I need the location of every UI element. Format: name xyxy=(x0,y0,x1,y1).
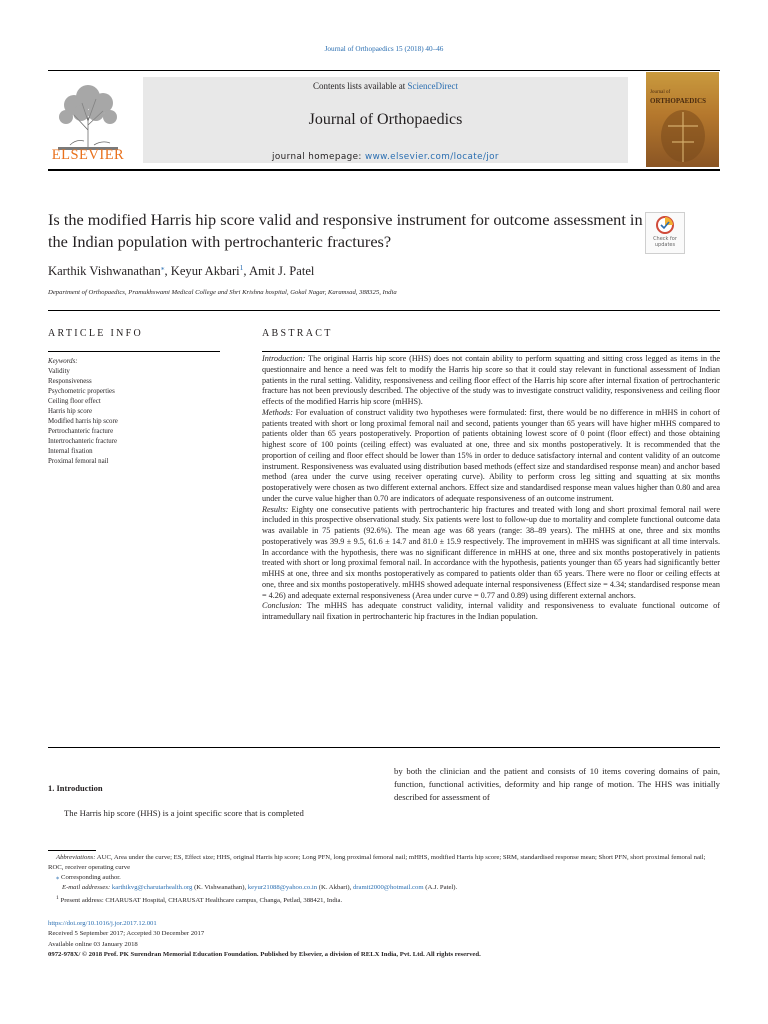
abstract-body xyxy=(262,354,720,623)
footnote-rule xyxy=(48,850,96,851)
author-separator: , xyxy=(164,264,171,279)
journal-cover-image[interactable] xyxy=(646,72,719,167)
author-list xyxy=(48,263,314,279)
journal-homepage xyxy=(143,152,628,162)
contents-line xyxy=(143,81,628,91)
present-address-footnote xyxy=(48,893,720,906)
masthead-box xyxy=(143,77,628,163)
divider xyxy=(262,351,720,352)
corresponding-author-mark[interactable]: ⁎ xyxy=(160,263,165,272)
author-name[interactable]: Keyur Akbari xyxy=(170,264,240,279)
author-name[interactable]: Karthik Vishwanathan xyxy=(48,264,161,279)
abstract-section-text: The original Harris hip score (HHS) does not contain ability to perform squatting and sitting cross legged as items in the questionnaire and hence a need was felt to modify the Harris hip score so that it could stay relevant in functional assessment of Indian patients in the rural setting. Validity, responsiveness and ceiling floor effect of the Harris hip score after internal fixation of pertrochanteric fracture has not been previously described. The objective of the study was to investigate construct validity, responsiveness and ceiling floor effects of the modified Harris hip score (mHHS). xyxy=(262,354,720,406)
homepage-link[interactable]: www.elsevier.com/locate/jor xyxy=(364,152,499,162)
crossmark-icon xyxy=(656,216,674,236)
contents-prefix: Contents lists available at xyxy=(313,81,408,91)
sciencedirect-link[interactable]: ScienceDirect xyxy=(407,81,458,91)
keyword-item: Modified harris hip score xyxy=(48,418,118,425)
affiliation: Department of Orthopaedics, Pramukhswami Medical College and Shri Krishna hospital, Gokal Nagar, Karamsad, 388325, India xyxy=(48,289,397,296)
divider xyxy=(48,747,720,748)
abstract-section-label: Results: xyxy=(262,504,289,514)
article-info-heading: ARTICLE INFO xyxy=(48,328,144,339)
keyword-item: Psychometric properties xyxy=(48,388,115,395)
keyword-item: Internal fixation xyxy=(48,448,93,455)
abbreviations-footnote xyxy=(48,853,720,873)
abbreviations-label: Abbreviations: xyxy=(56,854,96,861)
journal-reference[interactable]: Journal of Orthopaedics 15 (2018) 40–46 xyxy=(324,45,444,53)
keyword-item: Validity xyxy=(48,368,70,375)
keywords-label: Keywords: xyxy=(48,358,78,365)
doi-link[interactable]: https://doi.org/10.1016/j.jor.2017.12.001 xyxy=(48,920,157,927)
abstract-section-label: Methods: xyxy=(262,407,293,417)
present-address-mark: 1 xyxy=(56,895,59,901)
body-paragraph: The Harris hip score (HHS) is a joint specific score that is completed xyxy=(64,808,304,818)
abstract-results xyxy=(262,505,720,602)
masthead-bottom-rule xyxy=(48,169,720,171)
homepage-label: journal homepage: xyxy=(272,152,365,162)
abstract-introduction xyxy=(262,354,720,408)
keyword-item: Intertrochanteric fracture xyxy=(48,438,118,445)
cover-art-icon xyxy=(654,106,712,164)
abbreviations-text: AUC, Area under the curve; ES, Effect size; HHS, original Harris hip score; Long PFN, long proximal femoral nail; mHHS, modified Harris hip score; SRM, standardised response mean; Short PFN, short proximal femoral nail; ROC, receiver operating curve xyxy=(48,854,706,871)
copyright-line: 0972-978X/ © 2018 Prof. PK Surendran Memorial Education Foundation. Published by Elsevier, a division of RELX India, Pvt. Ltd. All rights reserved. xyxy=(48,950,481,958)
masthead-top-rule xyxy=(48,70,720,71)
abstract-section-text: For evaluation of construct validity two hypotheses were formulated: first, there would be no difference in mHHS in cohort of patients treated with short or long proximal femoral nail and second, patients younger than 65 years will have higher mHHS compared to patients older than 65 years postoperatively. Proportion of patients obtaining lowest score of 0 point (floor effect) and those obtaining highest score of 100 points (ceiling effect) was evaluated at one, three and six months postoperatively. It is recommended that the proportion of ceiling and floor effect should be lower than 15% in order to deduce satisfactory internal and content validity of an outcome instrument. Responsiveness was evaluated using distribution based methods (effect size and standardised response mean) and anchor based method (area under the curve using receiver operating curve). Ability to perform cross leg sitting and squatting at six months postoperatively were chosen as two different external anchors. Effect size and standardised response mean values higher than 0.80 and area under the curve value higher than 0.70 are indicators of adequate responsiveness of an outcome instrument. xyxy=(262,407,720,503)
body-paragraph: by both the clinician and the patient and consists of 10 items covering domains of pain, function, functional activities, deformity and hip range of motion. The HHS was initially described for assessment of xyxy=(394,766,720,803)
footnotes xyxy=(48,853,720,906)
abstract-section-text: The mHHS has adequate construct validity, internal validity and responsiveness to evaluate functional outcome of intramedullary nail fixation in pertrochanteric hip fractures in the Indian population. xyxy=(262,601,720,621)
divider xyxy=(48,351,220,352)
section-heading-introduction: 1. Introduction xyxy=(48,783,103,793)
cover-title-small: Journal of xyxy=(650,90,671,95)
online-date: Available online 03 January 2018 xyxy=(48,940,138,948)
elsevier-wordmark: ELSEVIER xyxy=(51,147,125,163)
divider xyxy=(48,310,720,311)
email-link[interactable]: dramit2000@hotmail.com xyxy=(352,884,424,891)
email-owner: (K. Akbari), xyxy=(317,884,353,891)
publication-info xyxy=(48,919,720,960)
email-link[interactable]: keyur21088@yahoo.co.in xyxy=(247,884,318,891)
abstract-section-label: Conclusion: xyxy=(262,601,303,611)
author-separator: , xyxy=(243,264,249,279)
email-owner: (A.J. Patel). xyxy=(423,884,458,891)
abstract-section-label: Introduction: xyxy=(262,354,306,363)
abstract-heading: ABSTRACT xyxy=(262,328,333,339)
keyword-item: Ceiling floor effect xyxy=(48,398,101,405)
journal-title: Journal of Orthopaedics xyxy=(308,111,463,128)
keyword-item: Harris hip score xyxy=(48,408,93,415)
cover-title-large: ORTHOPAEDICS xyxy=(650,97,707,105)
received-dates: Received 5 September 2017; Accepted 30 December 2017 xyxy=(48,930,205,938)
email-label: E-mail addresses: xyxy=(62,884,111,891)
crossmark-label: Check for updates xyxy=(653,236,677,248)
corresponding-mark[interactable]: ⁎ xyxy=(56,874,60,881)
keyword-item: Proximal femoral nail xyxy=(48,458,109,465)
present-address-text: Present address: CHARUSAT Hospital, CHARUSAT Healthcare campus, Changa, Petlad, 388421, India. xyxy=(58,897,343,905)
corresponding-text: Corresponding author. xyxy=(59,874,121,881)
cover-title xyxy=(650,88,706,106)
email-owner: (K. Vishwanathan), xyxy=(192,884,248,891)
check-for-updates-badge[interactable] xyxy=(645,212,685,254)
abstract-methods xyxy=(262,408,720,505)
email-link[interactable]: karthikvg@charutarhealth.org xyxy=(111,884,193,891)
keyword-item: Pertrochanteric fracture xyxy=(48,428,114,435)
keywords-list xyxy=(48,357,218,467)
abstract-section-text: Eighty one consecutive patients with pertrochanteric hip fractures and treated with long and short proximal femoral nail were included in this prospective observational study. Six patients were lost to follow-up due to mortality and complete functional outcome data was available in 75 patients (92.6%). The mean age was 68 years (range: 38–89 years). The mHHS at one, three and six months postoperatively was 39.9 ± 9.5, 61.6 ± 14.7 and 81.0 ± 15.9 respectively. The improvement in mHHS was significant at all time intervals. In accordance with the hypothesis, there was no significant difference in mHHS at one, three and six months postoperatively in patients treated with short or long proximal femoral nail. In accordance with the hypothesis, patients younger than 65 years had significantly better mHHS at one, three and six months postoperatively as compared to patients older than 65 years. There were no floor or ceiling effects at one, three and six months postoperatively. mHHS showed adequate internal responsiveness (Effect size = 4.34; standardised response mean = 4.26) and adequate external responsiveness (Area under curve = 0.77 and 0.89) using different external anchors. xyxy=(262,504,720,600)
author-footnote-mark[interactable]: 1 xyxy=(239,263,244,272)
elsevier-logo[interactable] xyxy=(48,75,128,165)
paper-title: Is the modified Harris hip score valid and responsive instrument for outcome assessment in the Indian population with pertrochanteric fractures? xyxy=(48,210,643,251)
corresponding-footnote xyxy=(48,873,720,883)
abstract-conclusion xyxy=(262,601,720,623)
author-name[interactable]: Amit J. Patel xyxy=(249,264,315,279)
keyword-item: Responsiveness xyxy=(48,378,92,385)
email-footnote xyxy=(48,883,720,893)
